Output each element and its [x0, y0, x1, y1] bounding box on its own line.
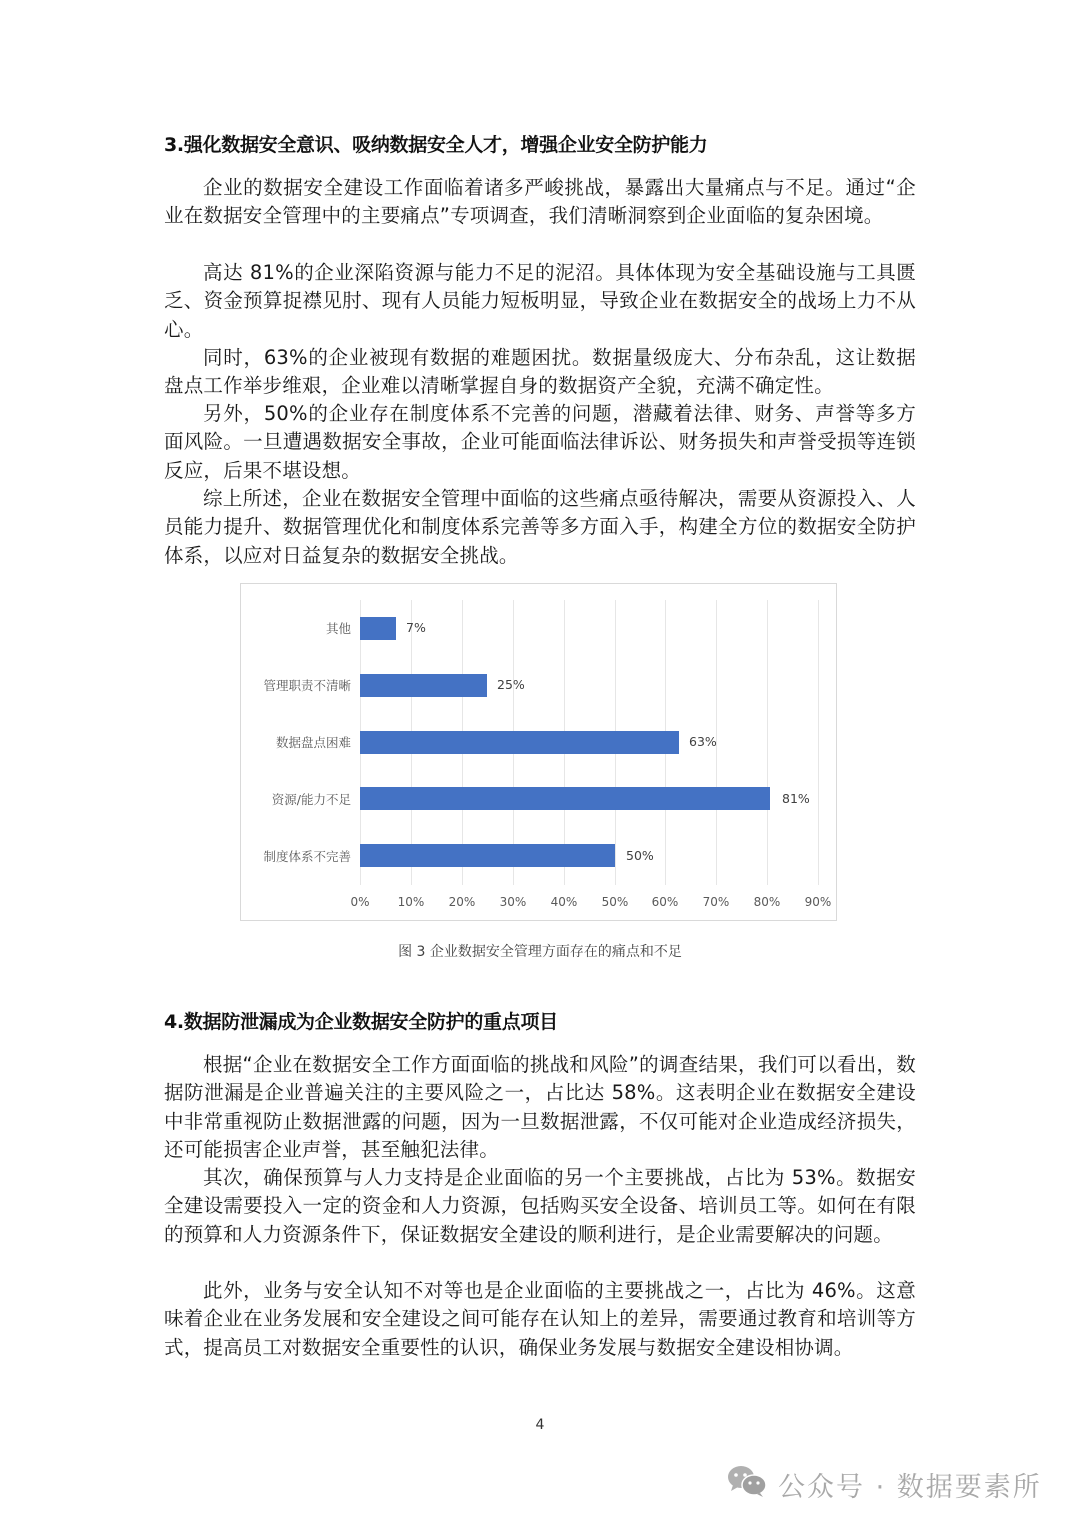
x-tick: 20%	[448, 895, 476, 909]
x-tick: 0%	[350, 895, 370, 909]
gridline	[767, 600, 768, 885]
value-label: 25%	[497, 677, 525, 692]
value-label: 7%	[406, 620, 426, 635]
section-4-heading: 4.数据防泄漏成为企业数据安全防护的重点项目	[164, 1011, 558, 1033]
x-tick: 80%	[753, 895, 781, 909]
x-tick: 10%	[397, 895, 425, 909]
category-label: 管理职责不清晰	[263, 678, 351, 693]
bar-resource-shortage	[360, 787, 770, 810]
paragraph: 根据“企业在数据安全工作方面面临的挑战和风险”的调查结果，我们可以看出，数据防泄漏是企业普遍关注的主要风险之一，占比达 58%。这表明企业在数据安全建设中非常重视防止数据泄露的问题，因为一旦数据泄露，不仅可能对企业造成经济损失，还可能损害企业声誉，甚至触犯法律。	[164, 1053, 916, 1162]
x-tick: 50%	[601, 895, 629, 909]
category-label: 其他	[325, 621, 351, 636]
section-3-heading: 3.强化数据安全意识、吸纳数据安全人才，增强企业安全防护能力	[164, 134, 708, 156]
category-label: 数据盘点困难	[275, 735, 351, 750]
wechat-icon	[726, 1464, 768, 1505]
watermark-text: 公众号 · 数据要素所	[778, 1471, 1042, 1503]
figure-caption: 图 3 企业数据安全管理方面存在的痛点和不足	[398, 944, 682, 960]
value-label: 50%	[626, 848, 654, 863]
paragraph: 另外，50%的企业存在制度体系不完善的问题，潜藏着法律、财务、声誉等多方面风险。一旦遭遇数据安全事故，企业可能面临法律诉讼、财务损失和声誉受损等连锁反应，后果不堪设想。	[164, 402, 916, 482]
x-tick: 70%	[702, 895, 730, 909]
paragraph: 同时，63%的企业被现有数据的难题困扰。数据量级庞大、分布杂乱，这让数据盘点工作举步维艰，企业难以清晰掌握自身的数据资产全貌，充满不确定性。	[164, 346, 916, 398]
x-tick: 90%	[804, 895, 832, 909]
bar-other	[360, 617, 396, 640]
x-tick: 40%	[550, 895, 578, 909]
value-label: 63%	[689, 734, 717, 749]
category-label: 资源/能力不足	[271, 792, 351, 807]
category-label: 制度体系不完善	[263, 849, 351, 864]
paragraph: 其次，确保预算与人力支持是企业面临的另一个主要挑战，占比为 53%。数据安全建设需要投入一定的资金和人力资源，包括购买安全设备、培训员工等。如何在有限的预算和人力资源条件下，保证数据安全建设的顺利进行，是企业需要解决的问题。	[164, 1166, 916, 1246]
bar-unclear-responsibility	[360, 674, 487, 697]
paragraph: 企业的数据安全建设工作面临着诸多严峻挑战，暴露出大量痛点与不足。通过“企业在数据安全管理中的主要痛点”专项调查，我们清晰洞察到企业面临的复杂困境。	[164, 176, 916, 228]
paragraph: 高达 81%的企业深陷资源与能力不足的泥沼。具体体现为安全基础设施与工具匮乏、资金预算捉襟见肘、现有人员能力短板明显，导致企业在数据安全的战场上力不从心。	[164, 261, 916, 341]
bar-data-inventory-difficulty	[360, 731, 679, 754]
gridline	[818, 600, 819, 885]
value-label: 81%	[782, 791, 810, 806]
x-tick: 60%	[651, 895, 679, 909]
paragraph: 综上所述，企业在数据安全管理中面临的这些痛点亟待解决，需要从资源投入、人员能力提升、数据管理优化和制度体系完善等多方面入手，构建全方位的数据安全防护体系，以应对日益复杂的数据安全挑战。	[164, 487, 916, 567]
watermark	[726, 1462, 1042, 1506]
x-tick: 30%	[499, 895, 527, 909]
bar-incomplete-policy	[360, 844, 615, 867]
paragraph: 此外，业务与安全认知不对等也是企业面临的主要挑战之一，占比为 46%。这意味着企业在业务发展和安全建设之间可能存在认知上的差异，需要通过教育和培训等方式，提高员工对数据安全重要性的认识，确保业务发展与数据安全建设相协调。	[164, 1279, 916, 1359]
page-number: 4	[535, 1417, 545, 1433]
